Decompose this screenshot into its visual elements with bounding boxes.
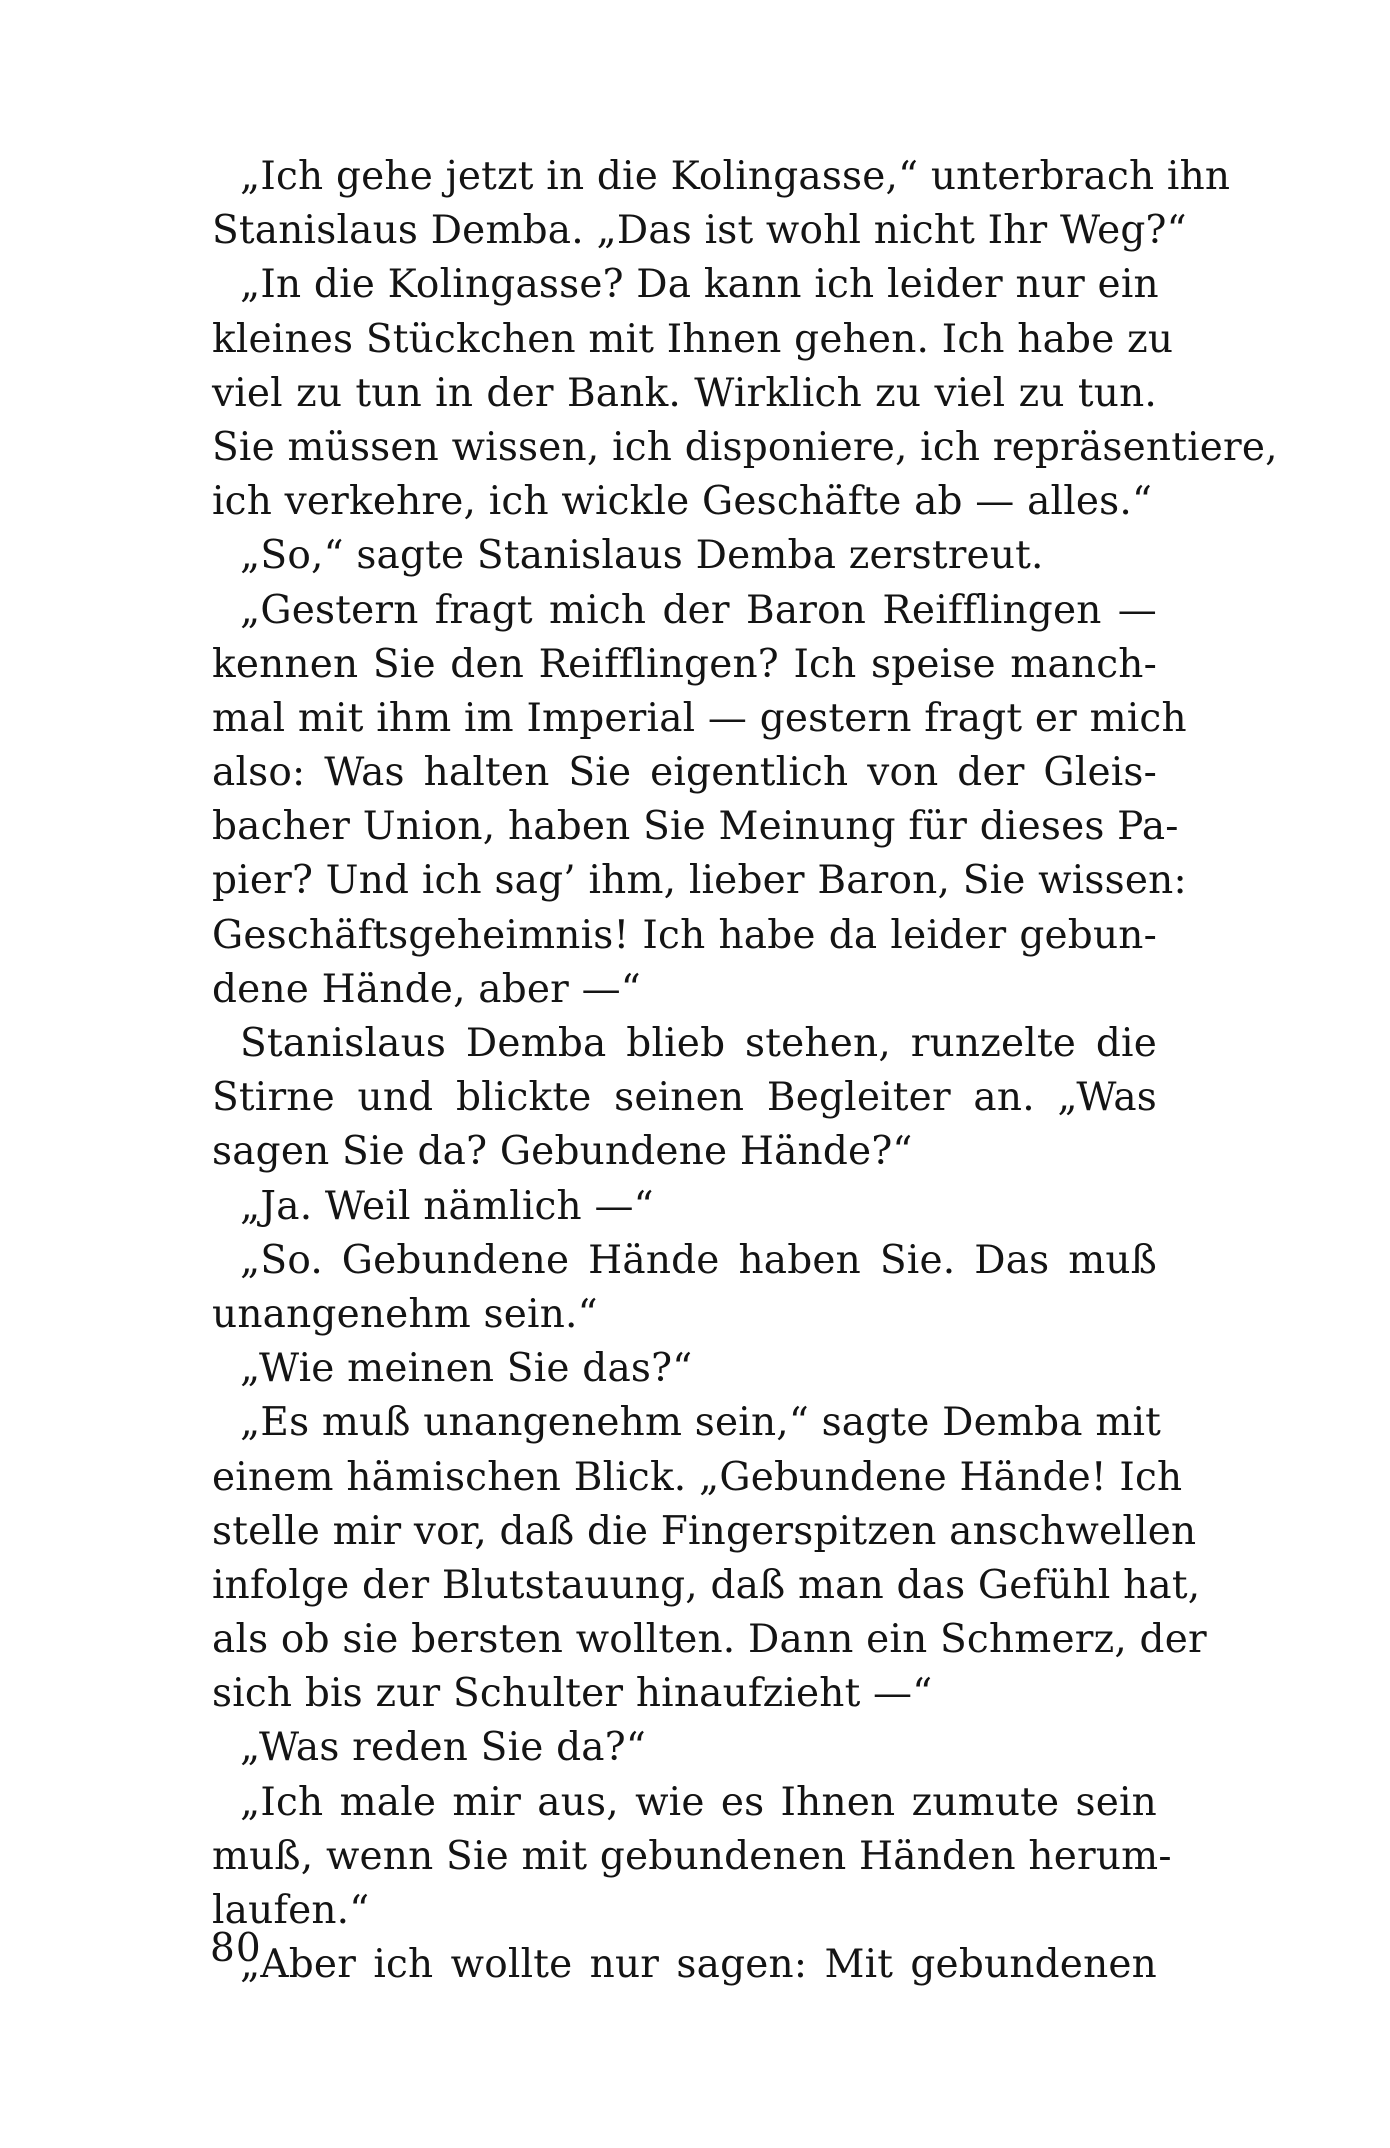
- text-line: ich verkehre, ich wickle Geschäfte ab — alles.“: [212, 479, 1153, 525]
- text-line: „Aber ich wollte nur sagen: Mit gebundenen: [240, 1942, 1157, 1988]
- text-line: pier? Und ich sag’ ihm, lieber Baron, Sie wissen:: [212, 858, 1187, 904]
- body-text: [212, 150, 1278, 1992]
- text-line: laufen.“: [212, 1888, 370, 1933]
- text-line: „In die Kolingasse? Da kann ich leider nur ein: [240, 262, 1159, 308]
- text-line: bacher Union, haben Sie Meinung für dieses Pa-: [212, 804, 1179, 850]
- text-line: „Was reden Sie da?“: [240, 1725, 646, 1771]
- text-line: „So. Gebundene Hände haben Sie. Das muß: [240, 1237, 1157, 1283]
- text-line: stelle mir vor, daß die Fingerspitzen anschwellen: [212, 1508, 1197, 1554]
- text-line: „Wie meinen Sie das?“: [240, 1346, 693, 1392]
- text-line: „So,“ sagte Stanislaus Demba zerstreut.: [240, 533, 1044, 579]
- text-line: Sie müssen wissen, ich disponiere, ich repräsentiere,: [212, 424, 1278, 470]
- text-line: kennen Sie den Reifflingen? Ich speise manch-: [212, 641, 1157, 687]
- text-line: kleines Stückchen mit Ihnen gehen. Ich habe zu: [212, 316, 1174, 362]
- text-line: Stanislaus Demba blieb stehen, runzelte die: [240, 1021, 1157, 1066]
- text-line: infolge der Blutstauung, daß man das Gefühl hat,: [212, 1562, 1201, 1608]
- text-line: sich bis zur Schulter hinaufzieht —“: [212, 1671, 933, 1717]
- text-line: „Es muß unangenehm sein,“ sagte Demba mit: [240, 1400, 1162, 1446]
- text-line: als ob sie bersten wollten. Dann ein Schmerz, der: [212, 1617, 1207, 1663]
- text-line: dene Hände, aber —“: [212, 966, 641, 1012]
- text-line: „Ich male mir aus, wie es Ihnen zumute sein: [240, 1779, 1157, 1825]
- text-line: muß, wenn Sie mit gebundenen Händen herum-: [212, 1833, 1172, 1879]
- text-line: viel zu tun in der Bank. Wirklich zu viel zu tun.: [212, 370, 1157, 416]
- text-line: „Ja. Weil nämlich —“: [240, 1183, 654, 1229]
- text-line: also: Was halten Sie eigentlich von der Gleis-: [212, 750, 1157, 796]
- text-line: Stanislaus Demba. „Das ist wohl nicht Ihr Weg?“: [212, 208, 1187, 254]
- text-line: „Ich gehe jetzt in die Kolingasse,“ unterbrach ihn: [240, 154, 1231, 199]
- text-line: Stirne und blickte seinen Begleiter an. „Was: [212, 1075, 1157, 1121]
- text-line: einem hämischen Blick. „Gebundene Hände! Ich: [212, 1454, 1183, 1500]
- page-number: 80: [210, 1926, 262, 1971]
- text-line: mal mit ihm im Imperial — gestern fragt er mich: [212, 695, 1187, 741]
- text-line: „Gestern fragt mich der Baron Reifflingen —: [240, 587, 1157, 633]
- text-line: unangenehm sein.“: [212, 1291, 598, 1337]
- text-line: Geschäftsgeheimnis! Ich habe da leider gebun-: [212, 912, 1157, 958]
- text-line: sagen Sie da? Gebundene Hände?“: [212, 1129, 913, 1175]
